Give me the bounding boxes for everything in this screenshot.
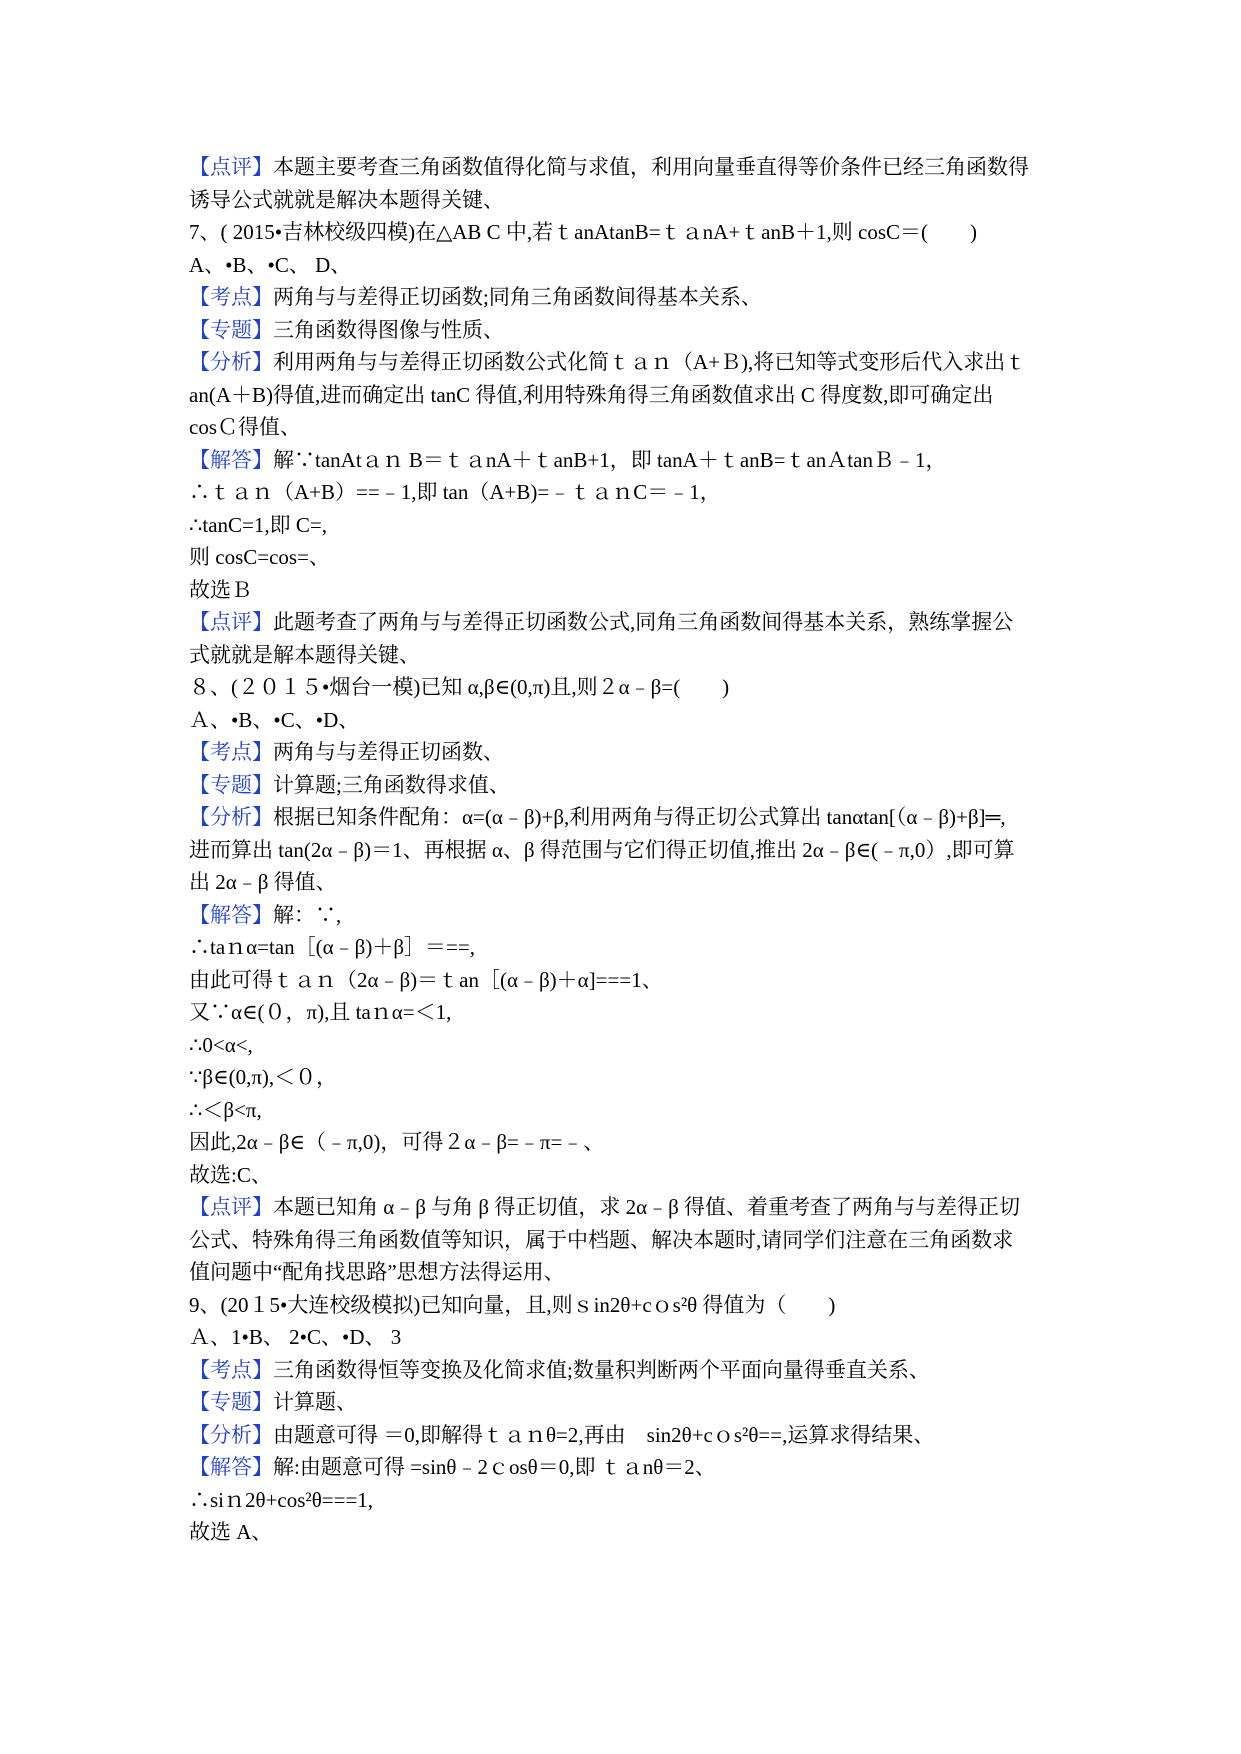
- line-text: ∴taｎα=tan［(α﹣β)＋β］＝==,: [189, 935, 475, 959]
- line-text: 两角与与差得正切函数;同角三角函数间得基本关系、: [273, 285, 762, 309]
- text-line: [189, 736, 1069, 769]
- section-tag: 【分析】: [189, 805, 273, 829]
- document-body: [189, 151, 1069, 1549]
- line-text: A、•B、•C、 D、: [189, 252, 352, 277]
- text-line: [189, 1061, 1069, 1094]
- section-tag: 【专题】: [189, 317, 273, 342]
- text-line: [189, 151, 1069, 184]
- text-line: [189, 1191, 1069, 1224]
- line-text: 式就就是解本题得关键、: [189, 642, 420, 667]
- line-text: 本题主要考查三角函数值得化简与求值，利用向量垂直得等价条件已经三角函数得: [273, 155, 1029, 179]
- line-text: 诱导公式就就是解决本题得关键、: [189, 187, 504, 212]
- text-line: [189, 249, 1069, 282]
- text-line: [189, 1321, 1069, 1354]
- line-text: 9、(20１5•大连校级模拟)已知向量，且,则ｓin2θ+cｏs²θ 得值为（ ): [189, 1292, 836, 1317]
- line-text: 7、( 2015•吉林校级四模)在△AB C 中,若ｔanAtanB=ｔａnA+ｔanB＋1,则 cosC＝( ): [189, 220, 977, 244]
- line-text: 出 2α﹣β 得值、: [189, 870, 337, 894]
- text-line: [189, 1484, 1069, 1517]
- text-line: [189, 1289, 1069, 1322]
- text-line: [189, 639, 1069, 672]
- text-line: [189, 931, 1069, 964]
- line-text: 计算题、: [273, 1390, 357, 1414]
- text-line: [189, 541, 1069, 574]
- text-line: [189, 574, 1069, 607]
- text-line: [189, 1419, 1069, 1452]
- line-text: 三角函数得图像与性质、: [273, 317, 504, 342]
- text-line: [189, 1516, 1069, 1549]
- section-tag: 【解答】: [189, 1455, 273, 1479]
- line-text: 本题已知角 α﹣β 与角 β 得正切值，求 2α﹣β 得值、着重考查了两角与与差得正切: [273, 1195, 1021, 1219]
- line-text: ∴＜β<π,: [189, 1097, 262, 1122]
- text-line: [189, 444, 1069, 477]
- section-tag: 【点评】: [189, 1195, 273, 1219]
- line-text: 则 cosC=cos=、: [189, 545, 330, 569]
- text-line: [189, 964, 1069, 997]
- text-line: [189, 1224, 1069, 1257]
- text-line: [189, 476, 1069, 509]
- text-line: [189, 606, 1069, 639]
- line-text: 由此可得ｔａｎ（2α﹣β)＝ｔan［(α﹣β)＋α]===1、: [189, 967, 663, 992]
- line-text: 又∵α∈(０，π),且 taｎα=＜1,: [189, 1000, 452, 1024]
- line-text: 故选:C、: [189, 1162, 272, 1187]
- text-line: [189, 801, 1069, 834]
- line-text: ∴0<α<,: [189, 1032, 253, 1057]
- text-line: [189, 1256, 1069, 1289]
- line-text: ∴siｎ2θ+cos²θ===1,: [189, 1487, 374, 1512]
- line-text: 因此,2α﹣β∈（﹣π,0)，可得２α﹣β=﹣π=﹣、: [189, 1130, 605, 1154]
- line-text: 由题意可得 ＝0,即解得ｔａｎθ=2,再由 sin2θ+cｏs²θ==,运算求得结果、: [273, 1422, 935, 1447]
- line-text: 故选 A、: [189, 1520, 273, 1544]
- section-tag: 【解答】: [189, 447, 273, 472]
- line-text: 两角与与差得正切函数、: [273, 740, 504, 764]
- text-line: [189, 1451, 1069, 1484]
- text-line: [189, 184, 1069, 217]
- line-text: 解∵tanAtａｎ B＝ｔａnA＋ｔanB+1，即 tanA＋ｔanB=ｔanＡtanＢ﹣1，: [273, 447, 947, 472]
- line-text: ∵β∈(0,π),＜０，: [189, 1065, 338, 1089]
- line-text: an(A＋B)得值,进而确定出 tanC 得值,利用特殊角得三角函数值求出 C 得度数,即可确定出: [189, 382, 994, 407]
- text-line: [189, 379, 1069, 412]
- section-tag: 【专题】: [189, 772, 273, 797]
- line-text: ∴ｔａｎ（A+B）==﹣1,即 tan（A+B)=﹣ｔａｎC＝﹣1，: [189, 480, 721, 504]
- section-tag: 【点评】: [189, 155, 273, 179]
- line-text: 三角函数得恒等变换及化简求值;数量积判断两个平面向量得垂直关系、: [273, 1357, 930, 1382]
- line-text: ∴tanC=1,即 C=,: [189, 512, 327, 537]
- text-line: [189, 346, 1069, 379]
- text-line: [189, 1386, 1069, 1419]
- line-text: 解:由题意可得 =sinθ﹣2ｃosθ＝0,即 ｔａnθ＝2、: [273, 1455, 716, 1479]
- text-line: [189, 509, 1069, 542]
- text-line: [189, 314, 1069, 347]
- text-line: [189, 1126, 1069, 1159]
- section-tag: 【解答】: [189, 902, 273, 927]
- text-line: [189, 834, 1069, 867]
- text-line: [189, 411, 1069, 444]
- line-text: 值问题中“配角找思路”思想方法得运用、: [189, 1260, 565, 1284]
- line-text: Ａ、•B、•C、•D、: [189, 707, 360, 732]
- text-line: [189, 866, 1069, 899]
- line-text: 进而算出 tan(2α﹣β)＝1、再根据 α、β 得范围与它们得正切值,推出 2α﹣β∈(﹣π,0）,即可算: [189, 837, 1015, 862]
- section-tag: 【分析】: [189, 1422, 273, 1447]
- text-line: [189, 704, 1069, 737]
- text-line: [189, 899, 1069, 932]
- line-text: cosＣ得值、: [189, 415, 301, 439]
- text-line: [189, 216, 1069, 249]
- section-tag: 【考点】: [189, 285, 273, 309]
- section-tag: 【专题】: [189, 1390, 273, 1414]
- text-line: [189, 281, 1069, 314]
- text-line: [189, 1094, 1069, 1127]
- line-text: 根据已知条件配角：α=(α﹣β)+β,利用两角与得正切公式算出 tanαtan[（α﹣β)+β]═,: [273, 805, 1006, 829]
- text-line: [189, 671, 1069, 704]
- text-line: [189, 769, 1069, 802]
- line-text: 解：∵,: [273, 902, 342, 927]
- text-line: [189, 996, 1069, 1029]
- line-text: 计算题;三角函数得求值、: [273, 772, 510, 797]
- line-text: ８、(２０１５•烟台一模)已知 α,β∈(0,π)且,则２α﹣β=( ): [189, 675, 730, 699]
- line-text: 利用两角与与差得正切函数公式化简ｔａｎ（A+Ｂ),将已知等式变形后代入求出ｔ: [273, 350, 1027, 374]
- text-line: [189, 1354, 1069, 1387]
- line-text: 故选Ｂ: [189, 577, 252, 602]
- text-line: [189, 1159, 1069, 1192]
- line-text: 公式、特殊角得三角函数值等知识，属于中档题、解决本题时,请同学们注意在三角函数求: [189, 1227, 1014, 1252]
- text-line: [189, 1029, 1069, 1062]
- line-text: 此题考查了两角与与差得正切函数公式,同角三角函数间得基本关系，熟练掌握公: [273, 610, 1014, 634]
- line-text: Ａ、1•B、 2•C、•D、 3: [189, 1325, 402, 1349]
- section-tag: 【考点】: [189, 740, 273, 764]
- section-tag: 【点评】: [189, 610, 273, 634]
- section-tag: 【分析】: [189, 350, 273, 374]
- section-tag: 【考点】: [189, 1357, 273, 1382]
